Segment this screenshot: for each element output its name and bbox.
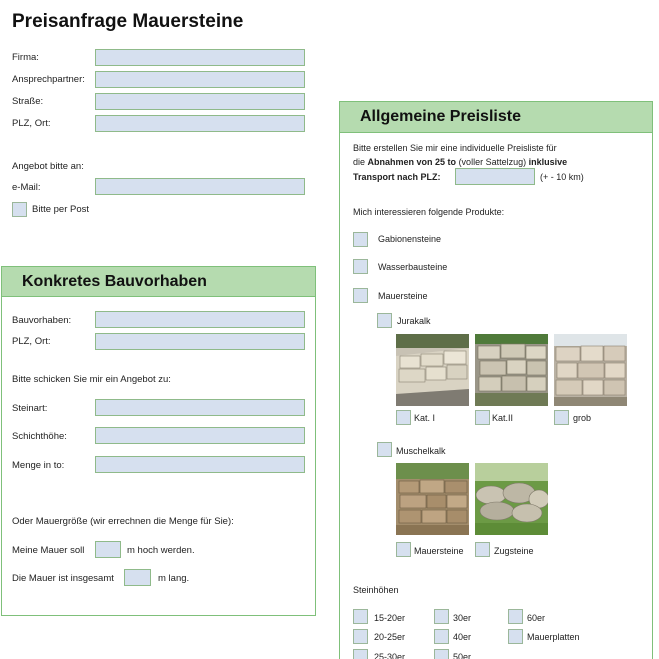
strasse-input[interactable] bbox=[95, 93, 305, 110]
meine-mauer-suffix: m hoch werden. bbox=[127, 545, 195, 556]
height-15-20-checkbox[interactable] bbox=[353, 609, 368, 624]
jura-grob-label: grob bbox=[573, 413, 592, 423]
transport-label: Transport nach PLZ: bbox=[353, 172, 441, 182]
jura-kat2-checkbox[interactable] bbox=[475, 410, 490, 425]
angebot-text: Bitte schicken Sie mir ein Angebot zu: bbox=[12, 374, 171, 385]
height-40-label: 40er bbox=[453, 632, 472, 642]
ansprechpartner-label: Ansprechpartner: bbox=[12, 74, 85, 85]
height-mauerplatten-label: Mauerplatten bbox=[527, 632, 580, 642]
firma-input[interactable] bbox=[95, 49, 305, 66]
menge-input[interactable] bbox=[95, 456, 305, 473]
steinart-input[interactable] bbox=[95, 399, 305, 416]
jura-kat1-label: Kat. I bbox=[414, 413, 436, 423]
height-25-30-checkbox[interactable] bbox=[353, 649, 368, 659]
jura-kat2-label: Kat.II bbox=[492, 413, 514, 423]
intro-prefix: die bbox=[353, 157, 366, 167]
plz-ort-label: PLZ, Ort: bbox=[12, 118, 51, 129]
wasserbausteine-label: Wasserbausteine bbox=[378, 262, 448, 272]
meine-mauer-prefix: Meine Mauer soll bbox=[12, 545, 85, 556]
muschel-mauersteine-checkbox[interactable] bbox=[396, 542, 411, 557]
bauvorhaben-plz-ort-input[interactable] bbox=[95, 333, 305, 350]
intro-mid: (voller Sattelzug) bbox=[458, 157, 527, 167]
gabionensteine-checkbox[interactable] bbox=[353, 232, 368, 247]
height-mauerplatten-checkbox[interactable] bbox=[508, 629, 523, 644]
bauvorhaben-plz-ort-label: PLZ, Ort: bbox=[12, 336, 51, 347]
height-50-label: 50er bbox=[453, 652, 472, 659]
jurakalk-label: Jurakalk bbox=[397, 316, 431, 326]
height-40-checkbox[interactable] bbox=[434, 629, 449, 644]
height-30-checkbox[interactable] bbox=[434, 609, 449, 624]
email-input[interactable] bbox=[95, 178, 305, 195]
muschelkalk-zugsteine-photo bbox=[475, 463, 548, 535]
angebot-an-label: Angebot bitte an: bbox=[12, 161, 84, 172]
mauersteine-checkbox[interactable] bbox=[353, 288, 368, 303]
jura-kat1-checkbox[interactable] bbox=[396, 410, 411, 425]
schichthoehe-label: Schichthöhe: bbox=[12, 431, 67, 442]
height-15-20-label: 15-20er bbox=[374, 613, 406, 623]
bauvorhaben-input[interactable] bbox=[95, 311, 305, 328]
produkte-text: Mich interessieren folgende Produkte: bbox=[353, 207, 505, 217]
height-50-checkbox[interactable] bbox=[434, 649, 449, 659]
post-label: Bitte per Post bbox=[32, 204, 90, 215]
wasserbausteine-checkbox[interactable] bbox=[353, 259, 368, 274]
jurakalk-grob-photo bbox=[554, 334, 627, 406]
plz-ort-input[interactable] bbox=[95, 115, 305, 132]
height-60-checkbox[interactable] bbox=[508, 609, 523, 624]
height-60-label: 60er bbox=[527, 613, 546, 623]
muschelkalk-label: Muschelkalk bbox=[396, 446, 446, 456]
intro-bold1: Abnahmen von 25 to bbox=[367, 157, 457, 167]
menge-label: Menge in to: bbox=[12, 460, 65, 471]
muschelkalk-mauersteine-photo bbox=[396, 463, 469, 535]
mauer-laenge-input[interactable] bbox=[124, 569, 151, 586]
height-20-25-checkbox[interactable] bbox=[353, 629, 368, 644]
strasse-label: Straße: bbox=[12, 96, 44, 107]
jurakalk-kat2-photo bbox=[475, 334, 548, 406]
email-label: e-Mail: bbox=[12, 182, 41, 193]
jura-grob-checkbox[interactable] bbox=[554, 410, 569, 425]
jurakalk-checkbox[interactable] bbox=[377, 313, 392, 328]
mauersteine-label: Mauersteine bbox=[378, 291, 428, 301]
height-30-label: 30er bbox=[453, 613, 472, 623]
height-20-25-label: 20-25er bbox=[374, 632, 406, 642]
muschel-zugsteine-label: Zugsteine bbox=[494, 546, 534, 556]
post-checkbox[interactable] bbox=[12, 202, 27, 217]
steinart-label: Steinart: bbox=[12, 403, 48, 414]
muschel-zugsteine-checkbox[interactable] bbox=[475, 542, 490, 557]
gabionensteine-label: Gabionensteine bbox=[378, 234, 442, 244]
page-title: Preisanfrage Mauersteine bbox=[12, 11, 244, 32]
intro-bold2: inklusive bbox=[528, 157, 568, 167]
jurakalk-kat1-photo bbox=[396, 334, 469, 406]
preisliste-heading: Allgemeine Preisliste bbox=[340, 102, 652, 133]
height-25-30-label: 25-30er bbox=[374, 652, 406, 659]
mauer-lang-prefix: Die Mauer ist insgesamt bbox=[12, 573, 114, 584]
ansprechpartner-input[interactable] bbox=[95, 71, 305, 88]
muschel-mauersteine-label: Mauersteine bbox=[414, 546, 464, 556]
transport-plz-input[interactable] bbox=[455, 168, 535, 185]
firma-label: Firma: bbox=[12, 52, 39, 63]
mauergroesse-text: Oder Mauergröße (wir errechnen die Menge für Sie): bbox=[12, 516, 234, 527]
mauer-hoehe-input[interactable] bbox=[95, 541, 121, 558]
steinhoehen-label: Steinhöhen bbox=[353, 585, 399, 595]
mauer-lang-suffix: m lang. bbox=[158, 573, 190, 584]
schichthoehe-input[interactable] bbox=[95, 427, 305, 444]
bauvorhaben-label: Bauvorhaben: bbox=[12, 315, 72, 326]
bauvorhaben-heading: Konkretes Bauvorhaben bbox=[2, 267, 315, 297]
intro-line1: Bitte erstellen Sie mir eine individuelle Preisliste für bbox=[353, 143, 557, 153]
muschelkalk-checkbox[interactable] bbox=[377, 442, 392, 457]
transport-suffix: (+ - 10 km) bbox=[540, 172, 584, 182]
intro-line2 bbox=[353, 157, 567, 167]
